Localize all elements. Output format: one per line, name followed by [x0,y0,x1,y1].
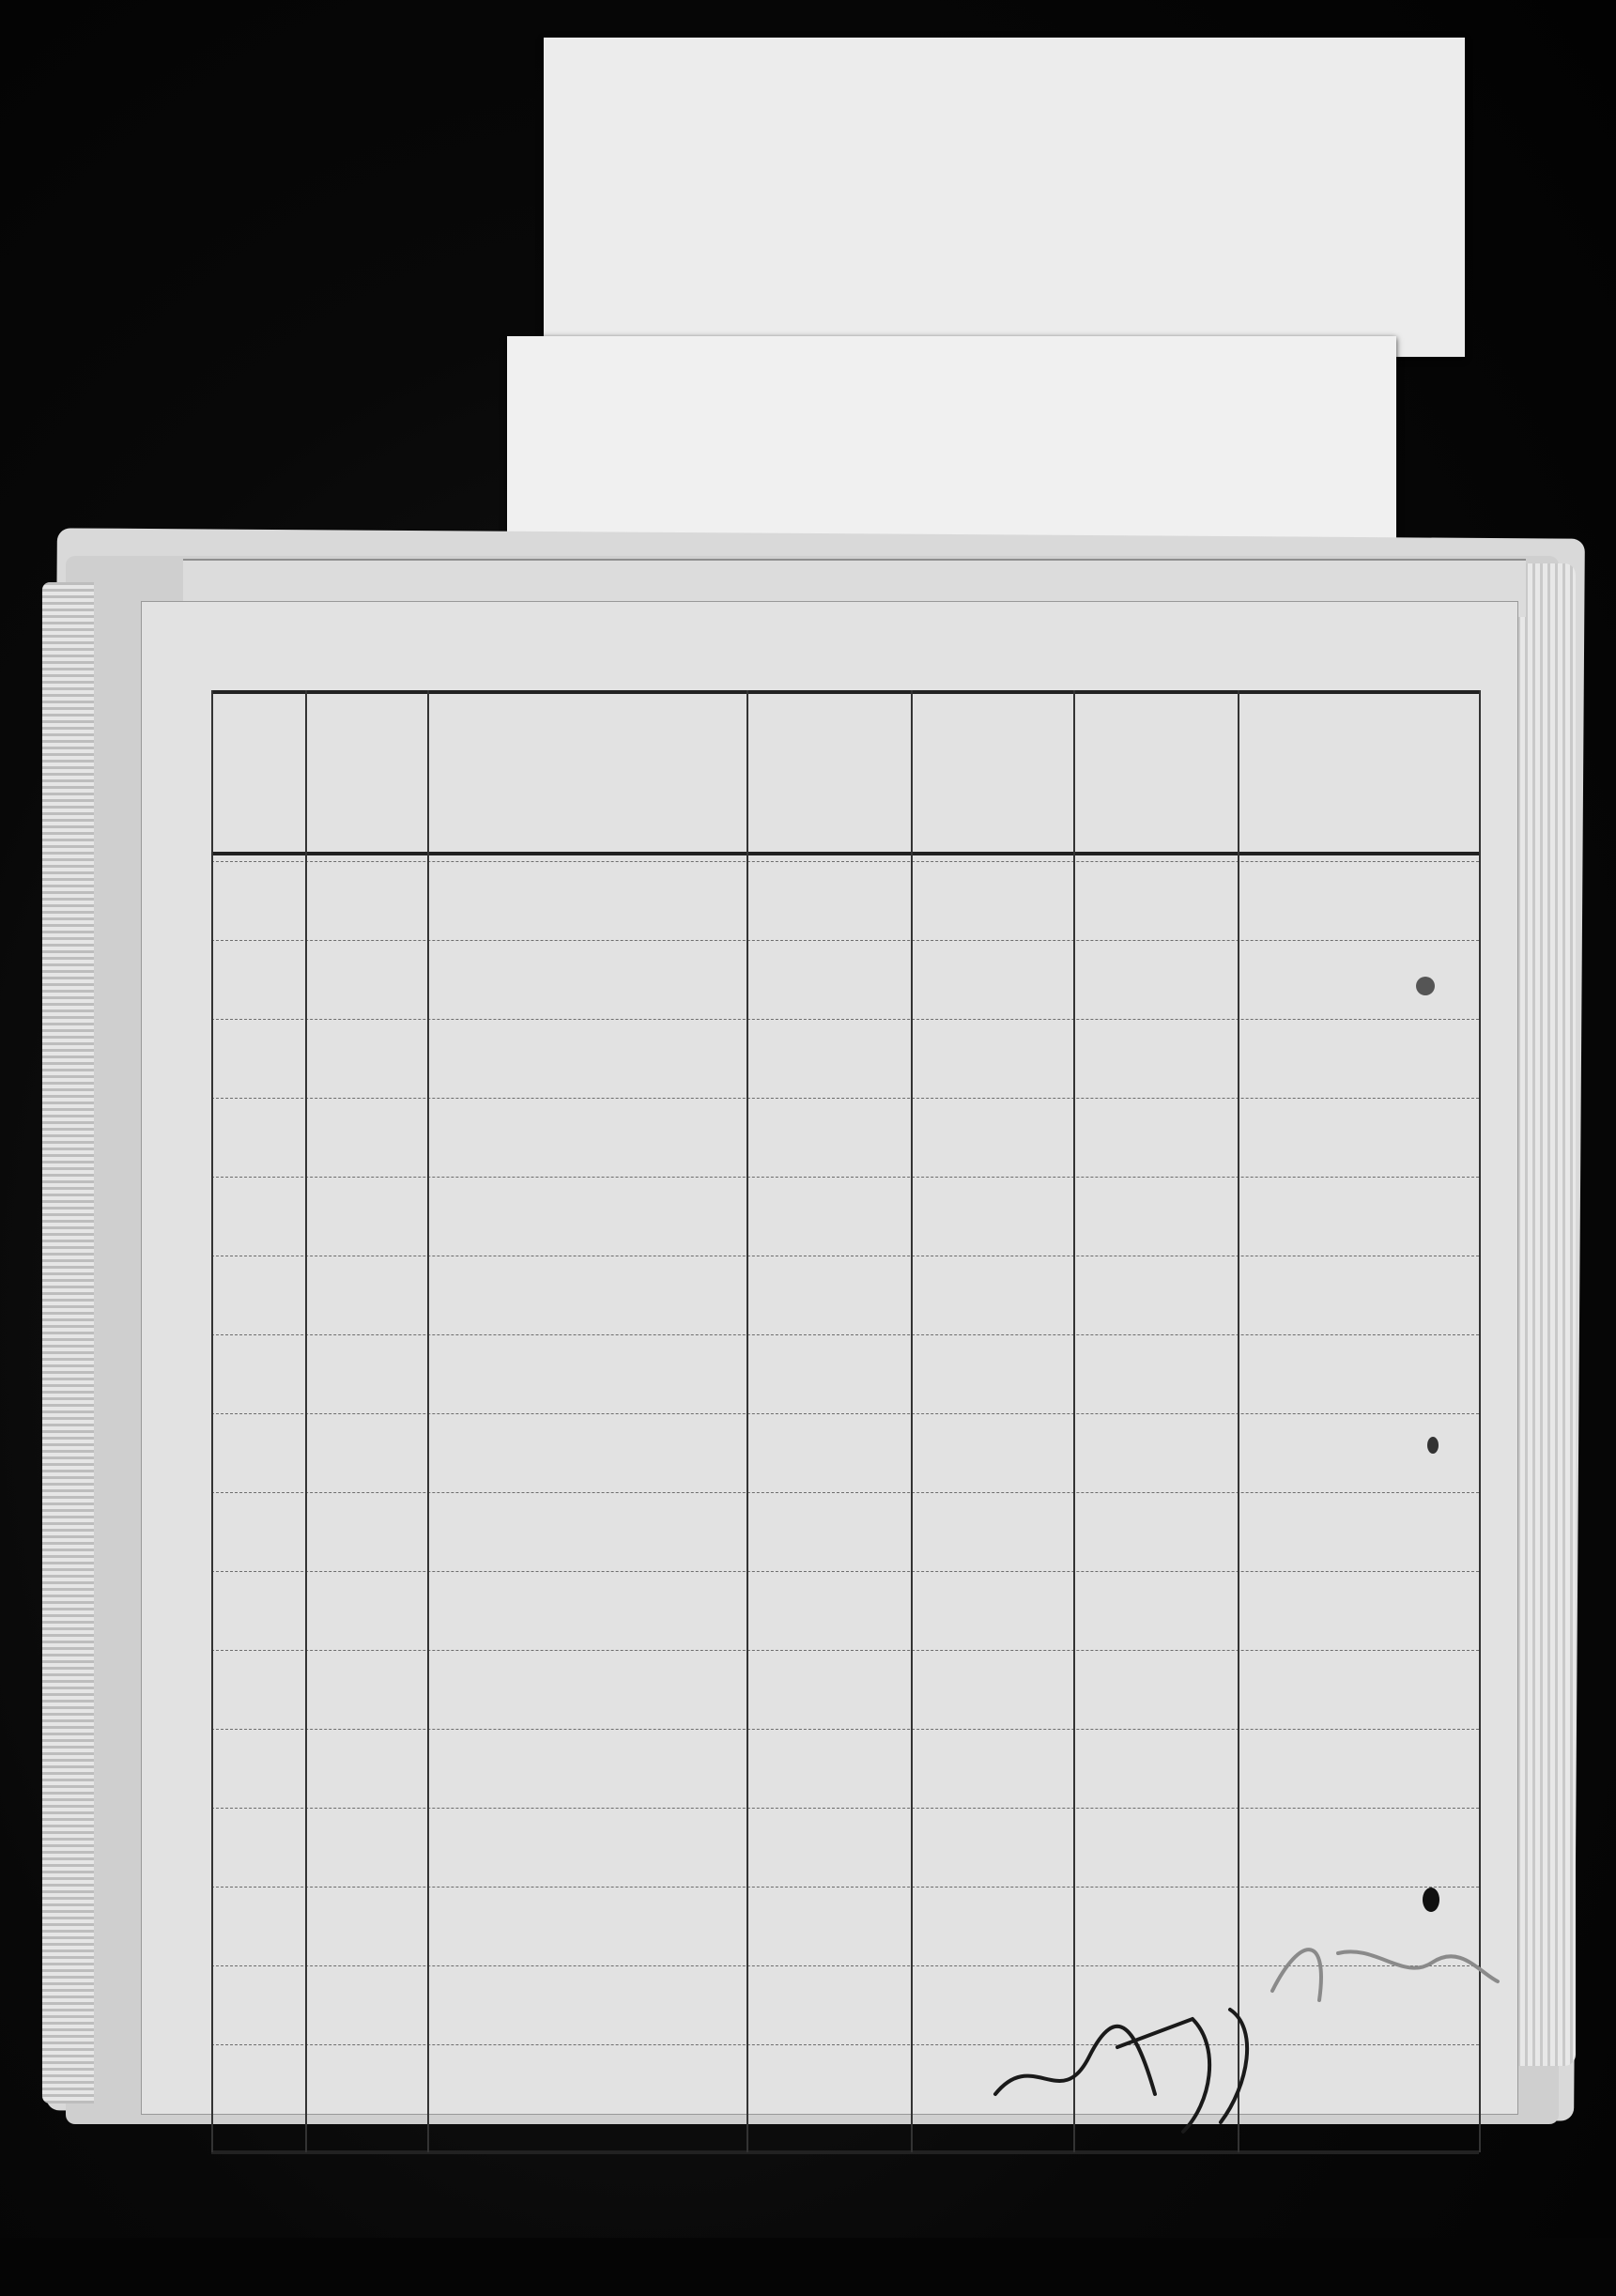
punch-hole [1427,1437,1439,1454]
table-top-rule [211,690,1479,694]
row-rule [211,1413,1479,1414]
header-bottom-rule [211,852,1479,855]
marriage-register-table [211,690,1479,2296]
bride-surname-scrawl [1263,1916,1507,2028]
punch-hole [1423,1888,1439,1912]
head-signature-scrawl [977,1991,1277,2141]
col-rule [746,690,748,2152]
row-rule [211,1019,1479,1020]
table-bottom-rule [211,2150,1479,2154]
row-rule [211,1571,1479,1572]
faded-document-tag [507,336,1396,552]
page-edges-left [42,582,94,2103]
col-rule [911,690,913,2152]
row-rule [211,1492,1479,1493]
wear-mark [1416,977,1435,995]
row-rule [211,1887,1479,1888]
col-rule [211,690,213,2152]
red-ink-tag [544,38,1465,357]
row-rule [211,1177,1479,1178]
row-rule [211,1729,1479,1730]
col-rule [427,690,429,2152]
row-rule [211,1650,1479,1651]
row-rule [211,1098,1479,1099]
header-record-number [219,718,283,831]
row-rule [211,2044,1479,2045]
col-rule [305,690,307,2152]
row-rule [211,940,1479,941]
col-rule [1073,690,1075,2152]
col-rule [1238,690,1239,2152]
row-rule [211,1334,1479,1335]
row-rule [211,861,1479,862]
row-rule [211,1808,1479,1809]
